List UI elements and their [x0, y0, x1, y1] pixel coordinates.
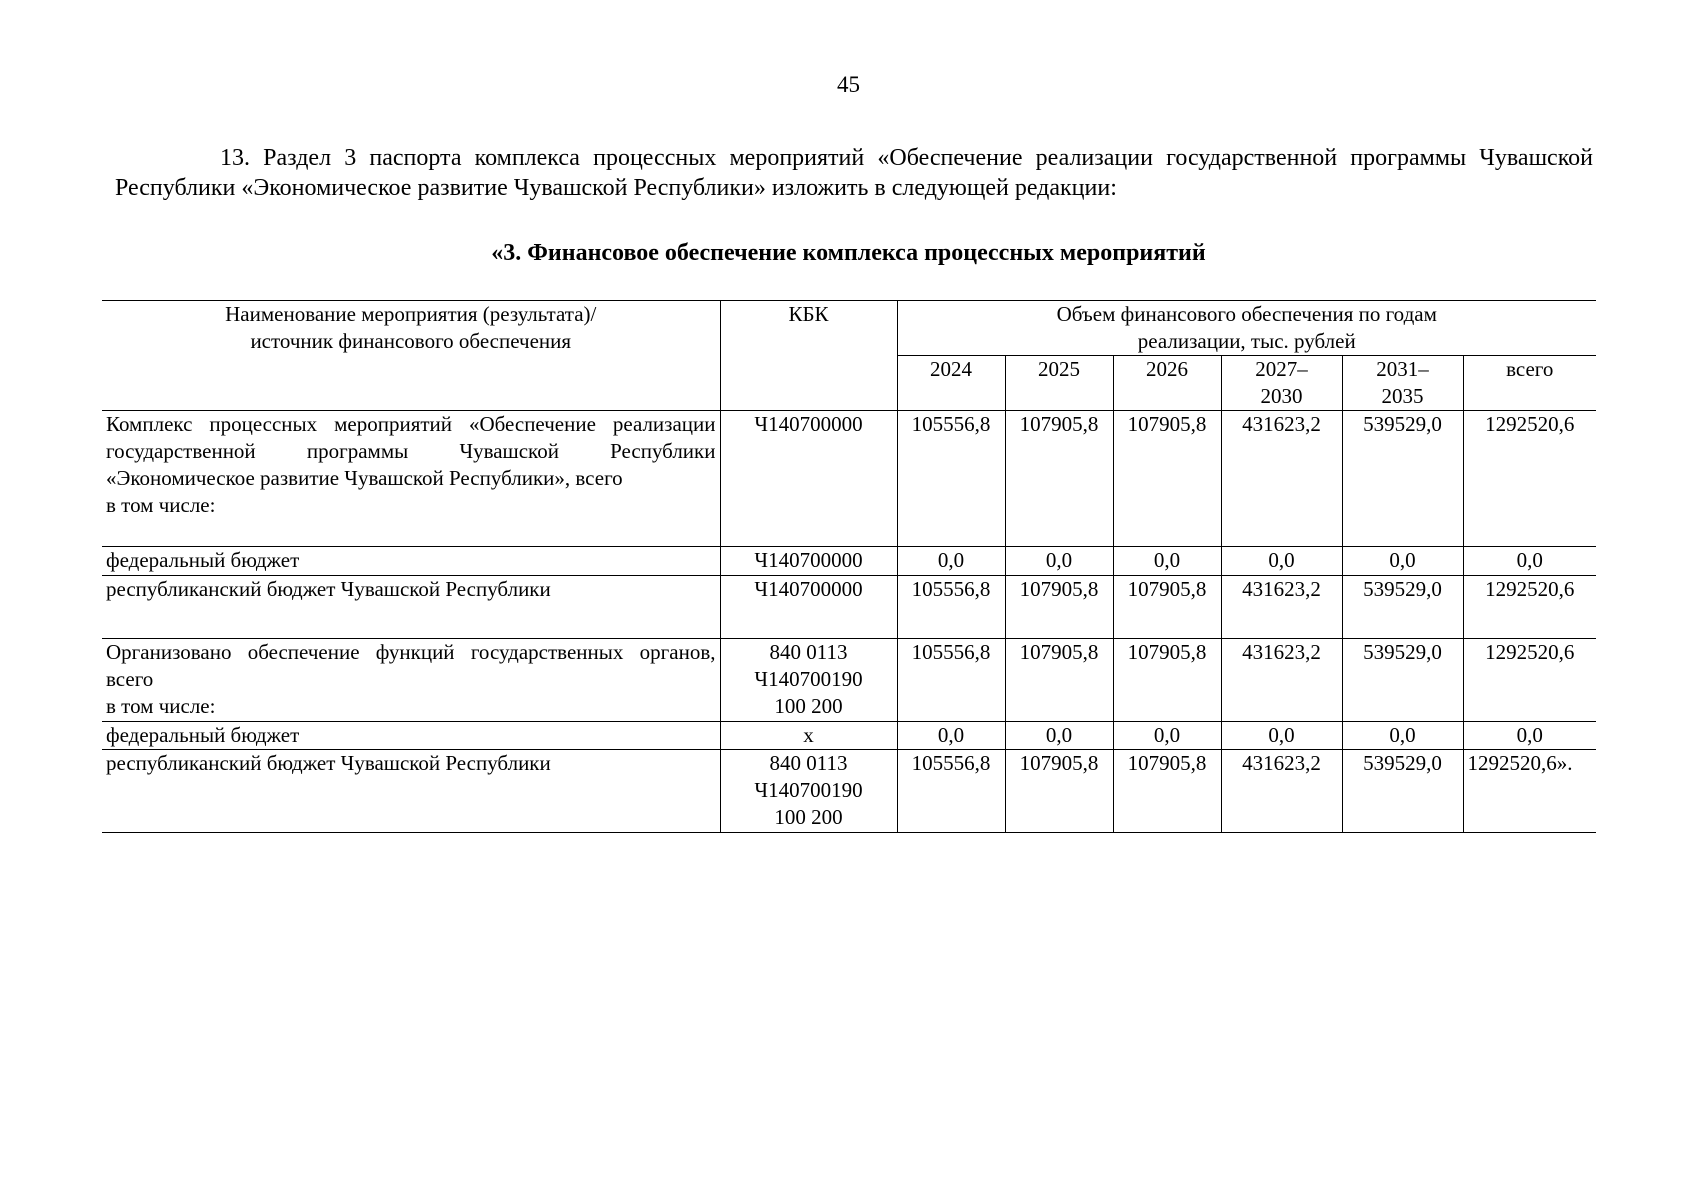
row-value-total: 0,0 — [1463, 722, 1596, 750]
row-value-2027-2030: 0,0 — [1221, 722, 1342, 750]
year-2025: 2025 — [1005, 356, 1113, 411]
year-2024: 2024 — [897, 356, 1005, 411]
header-volume-column — [897, 301, 1596, 356]
row-name-cell — [102, 639, 720, 722]
row-name-cell — [102, 411, 720, 547]
row-value-2024: 105556,8 — [897, 576, 1005, 639]
row-value-total: 1292520,6». — [1463, 750, 1596, 833]
row-name-suffix: в том числе: — [106, 493, 216, 517]
row-value-2024: 105556,8 — [897, 411, 1005, 547]
row-name: Комплекс процессных мероприятий «Обеспечение реализации государственной программы Чувашской Республики «Экономическое развитие Чувашской Республики», всего — [106, 412, 716, 490]
row-value-2024: 0,0 — [897, 722, 1005, 750]
table-row — [102, 411, 1596, 547]
table-row — [102, 639, 1596, 722]
row-value-2031-2035: 539529,0 — [1342, 411, 1463, 547]
row-kbk: Ч140700000 — [720, 576, 897, 639]
row-value-2024: 105556,8 — [897, 750, 1005, 833]
year-total: всего — [1463, 356, 1596, 411]
row-value-2025: 0,0 — [1005, 722, 1113, 750]
row-name: республиканский бюджет Чувашской Республики — [102, 576, 720, 639]
row-name: Организовано обеспечение функций государственных органов, всего — [106, 640, 716, 691]
header-name-column — [102, 301, 720, 411]
row-value-2031-2035: 539529,0 — [1342, 639, 1463, 722]
row-value-2031-2035: 539529,0 — [1342, 750, 1463, 833]
row-name: республиканский бюджет Чувашской Республики — [102, 750, 720, 833]
row-value-2027-2030: 431623,2 — [1221, 750, 1342, 833]
row-value-total: 0,0 — [1463, 547, 1596, 576]
table-row — [102, 722, 1596, 750]
row-value-2026: 107905,8 — [1113, 639, 1221, 722]
row-value-2026: 107905,8 — [1113, 750, 1221, 833]
row-kbk: x — [720, 722, 897, 750]
row-kbk: Ч140700000 — [720, 547, 897, 576]
row-name: федеральный бюджет — [102, 547, 720, 576]
header-name-line2: источник финансового обеспечения — [250, 329, 572, 353]
row-value-2026: 107905,8 — [1113, 576, 1221, 639]
header-volume-line1: Объем финансового обеспечения по годам — [1056, 302, 1437, 326]
row-value-2025: 0,0 — [1005, 547, 1113, 576]
row-value-2027-2030: 431623,2 — [1221, 411, 1342, 547]
row-value-total: 1292520,6 — [1463, 639, 1596, 722]
row-value-2025: 107905,8 — [1005, 639, 1113, 722]
row-value-2027-2030: 431623,2 — [1221, 576, 1342, 639]
year-2031-2035: 2031– 2035 — [1342, 356, 1463, 411]
row-kbk: 840 0113 Ч140700190 100 200 — [720, 639, 897, 722]
row-value-2025: 107905,8 — [1005, 750, 1113, 833]
row-kbk: 840 0113 Ч140700190 100 200 — [720, 750, 897, 833]
row-value-2024: 105556,8 — [897, 639, 1005, 722]
row-value-2026: 0,0 — [1113, 722, 1221, 750]
row-value-2027-2030: 431623,2 — [1221, 639, 1342, 722]
page-number: 45 — [837, 72, 860, 97]
row-name: федеральный бюджет — [102, 722, 720, 750]
table-header-row — [102, 301, 1596, 356]
row-value-total: 1292520,6 — [1463, 411, 1596, 547]
row-value-2026: 0,0 — [1113, 547, 1221, 576]
row-value-2024: 0,0 — [897, 547, 1005, 576]
year-2027-2030: 2027– 2030 — [1221, 356, 1342, 411]
year-2026: 2026 — [1113, 356, 1221, 411]
row-value-2026: 107905,8 — [1113, 411, 1221, 547]
table-row — [102, 750, 1596, 833]
row-kbk: Ч140700000 — [720, 411, 897, 547]
section-title: «3. Финансовое обеспечение комплекса процессных мероприятий — [491, 240, 1206, 266]
row-name-suffix: в том числе: — [106, 694, 216, 718]
financing-table — [102, 300, 1596, 833]
header-name-line1: Наименование мероприятия (результата)/ — [225, 302, 597, 326]
row-value-total: 1292520,6 — [1463, 576, 1596, 639]
table-row — [102, 547, 1596, 576]
row-value-2027-2030: 0,0 — [1221, 547, 1342, 576]
intro-paragraph: 13. Раздел 3 паспорта комплекса процессных мероприятий «Обеспечение реализации государственной программы Чувашской Республики «Экономическое развитие Чувашской Республики» изложить в следующей редакции: — [115, 145, 1593, 201]
row-value-2025: 107905,8 — [1005, 576, 1113, 639]
row-value-2031-2035: 0,0 — [1342, 722, 1463, 750]
row-value-2031-2035: 539529,0 — [1342, 576, 1463, 639]
row-value-2031-2035: 0,0 — [1342, 547, 1463, 576]
header-volume-line2: реализации, тыс. рублей — [1137, 329, 1356, 353]
header-kbk-column: КБК — [720, 301, 897, 411]
row-value-2025: 107905,8 — [1005, 411, 1113, 547]
table-row — [102, 576, 1596, 639]
